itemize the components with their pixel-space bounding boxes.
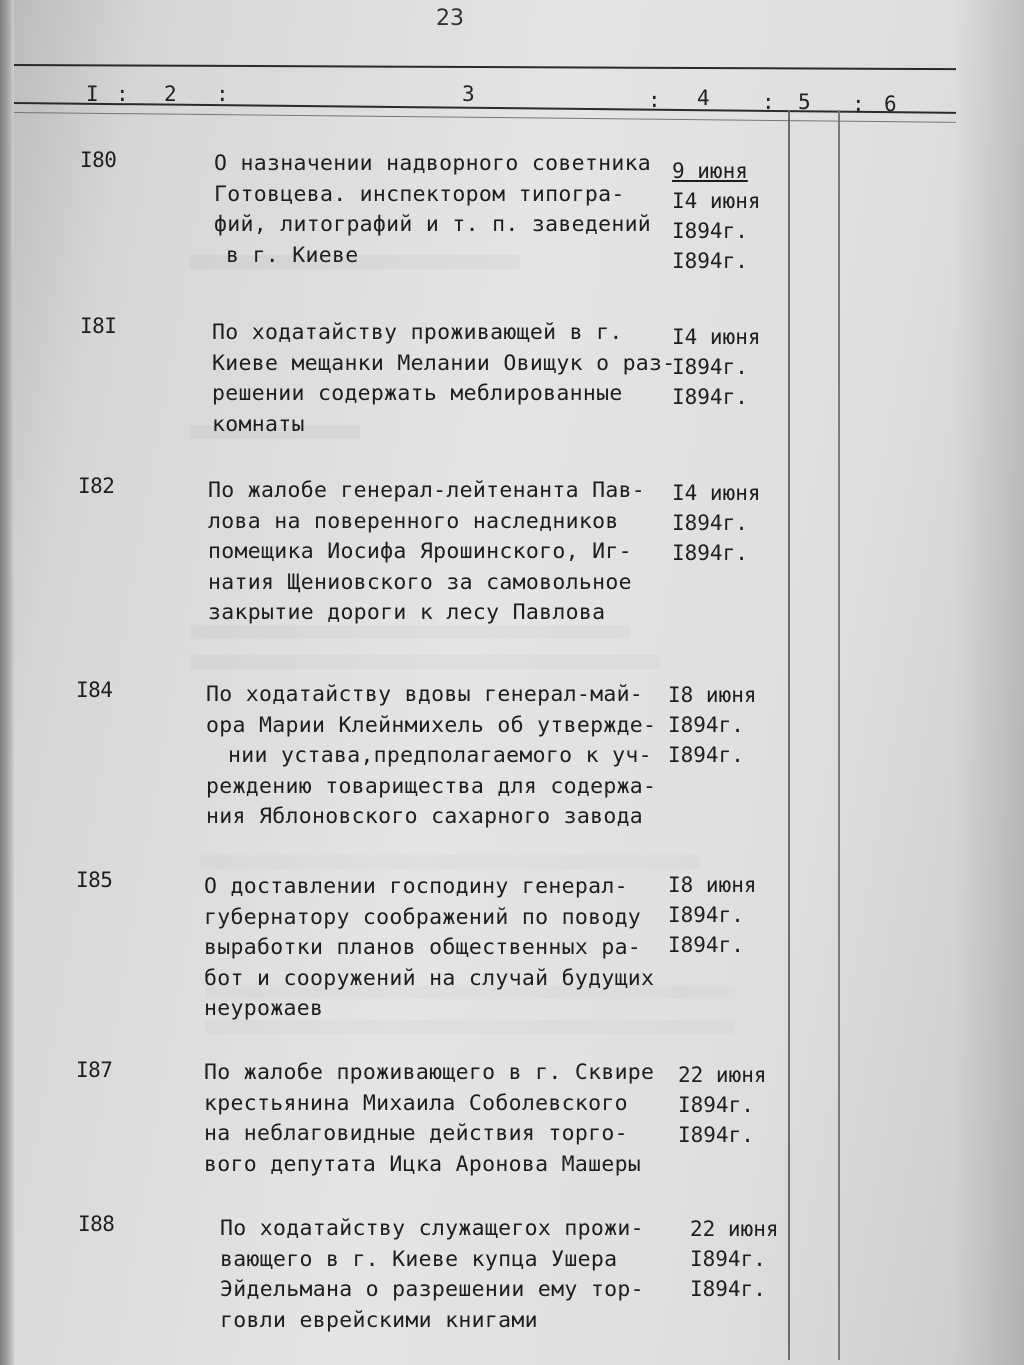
entry-line: вого депутата Ицка Аронова Машеры <box>204 1151 642 1177</box>
entry-date: I894г. <box>672 385 748 409</box>
entry-number: I85 <box>76 868 113 892</box>
entry-line: помещика Иосифа Ярошинского, Иг- <box>208 539 632 564</box>
entry-date: I894г. <box>672 355 748 379</box>
entry-date: I894г. <box>690 1277 766 1301</box>
entry-date: I894г. <box>668 933 744 957</box>
entry-date: 22 июня <box>690 1217 779 1241</box>
entry-number: I82 <box>78 474 115 498</box>
entry-line: По ходатайству проживающей в г. <box>212 320 623 345</box>
entry-number: I87 <box>76 1058 113 1082</box>
entry-date: I894г. <box>678 1093 754 1117</box>
entry-line: крестьянина Михаила Соболевского <box>204 1090 628 1116</box>
entry-line: ния Яблоновского сахарного завода <box>206 804 644 829</box>
entry-line: на неблаговидные действия торго- <box>204 1121 628 1146</box>
entry-dates <box>678 1060 767 1150</box>
entry-line: По жалобе проживающего в г. Сквире <box>204 1060 655 1085</box>
entry-description <box>204 1058 654 1180</box>
entry-line: бот и сооружений на случай будущих <box>204 965 655 991</box>
column-separator: : <box>852 92 865 116</box>
entry-description <box>206 680 656 833</box>
entry-dates <box>690 1214 779 1304</box>
bleed-through-block <box>200 855 700 869</box>
page-shadow <box>954 0 1024 1365</box>
entry-date: I894г. <box>672 541 748 565</box>
entry-line: натия Щениовского за самовольное <box>208 569 632 595</box>
entry-date: I894г. <box>668 713 744 737</box>
header-top-rule <box>14 64 956 70</box>
entry-description <box>212 318 676 440</box>
entry-line: неурожаев <box>204 996 324 1021</box>
bleed-through-block <box>190 655 660 669</box>
column-header-4: 4 <box>697 86 710 110</box>
entry-date: I894г. <box>672 249 748 273</box>
entry-number: I80 <box>80 148 117 172</box>
entry-line: губернатору соображений по поводу <box>204 904 642 930</box>
entry-line: По ходатайству вдовы генерал-май- <box>206 682 644 707</box>
entry-description <box>214 149 651 271</box>
entry-number: I88 <box>78 1212 115 1236</box>
column-header-2: 2 <box>164 82 177 106</box>
entry-date: I4 июня <box>672 325 761 349</box>
page-number: 23 <box>436 6 464 31</box>
entry-date: I4 июня <box>672 189 761 213</box>
entry-line: в г. Киеве <box>226 242 359 268</box>
entry-date: I894г. <box>672 219 748 243</box>
column-separator: : <box>648 88 661 112</box>
entry-date: I894г. <box>678 1123 754 1147</box>
entry-line: По жалобе генерал-лейтенанта Пав- <box>208 478 646 503</box>
entry-line: фий, литографий и т. п. заведений <box>214 212 652 237</box>
entry-dates <box>668 680 757 770</box>
entry-line: По ходатайству служащегох прожи- <box>220 1216 644 1241</box>
entry-line: Киеве мещанки Мелании Овищук о раз- <box>212 350 676 376</box>
entry-line: реждению товарищества для содержа- <box>206 773 657 799</box>
column-separator: : <box>216 82 229 106</box>
binding-edge <box>0 0 14 1365</box>
entry-line: ора Марии Клейнмихель об утвержде- <box>206 712 657 738</box>
entry-date: I894г. <box>668 743 744 767</box>
entry-description <box>204 872 654 1025</box>
column-separator: : <box>762 90 775 114</box>
entry-date: I8 июня <box>668 873 757 897</box>
entry-date: I4 июня <box>672 481 761 505</box>
entry-line: Готовцева. инспектором типогра- <box>214 181 625 207</box>
column-separator: : <box>116 82 129 106</box>
entry-description <box>220 1214 644 1336</box>
entry-line: лова на поверенного наследников <box>208 508 619 534</box>
entry-date: 22 июня <box>678 1063 767 1087</box>
entry-date: 9 июня <box>672 159 748 183</box>
column-header-6: 6 <box>884 92 897 116</box>
header-bottom-rule <box>14 102 956 114</box>
entry-line: выработки планов общественных ра- <box>204 935 642 960</box>
column-divider <box>788 110 790 1360</box>
column-header-5: 5 <box>798 90 811 114</box>
entry-date: I894г. <box>672 511 748 535</box>
entry-number: I84 <box>76 678 113 702</box>
header-underline-rule <box>14 112 956 123</box>
entry-line: О доставлении господину генерал- <box>204 874 628 899</box>
entry-line: Эйдельмана о разрешении ему тор- <box>220 1277 644 1302</box>
entry-line: говли еврейскими книгами <box>220 1307 538 1333</box>
entry-date: I894г. <box>690 1247 766 1271</box>
column-divider <box>838 110 840 1360</box>
entry-date: I894г. <box>668 903 744 927</box>
entry-line: вающего в г. Киеве купца Ушера <box>220 1246 618 1272</box>
column-header-3: 3 <box>462 82 475 106</box>
entry-dates <box>668 870 757 960</box>
entry-line: закрытие дороги к лесу Павлова <box>208 600 606 625</box>
entry-date: I8 июня <box>668 683 757 707</box>
entry-line: комнаты <box>212 411 305 437</box>
entry-line: нии устава,предполагаемого к уч- <box>228 743 652 768</box>
entry-number: I8I <box>80 314 117 338</box>
entry-dates <box>672 156 761 276</box>
entry-dates <box>672 322 761 412</box>
column-header-1: I <box>86 82 99 106</box>
entry-line: решении содержать меблированные <box>212 381 623 406</box>
entry-description <box>208 476 645 629</box>
entry-dates <box>672 478 761 568</box>
entry-line: О назначении надворного советника <box>214 151 652 176</box>
